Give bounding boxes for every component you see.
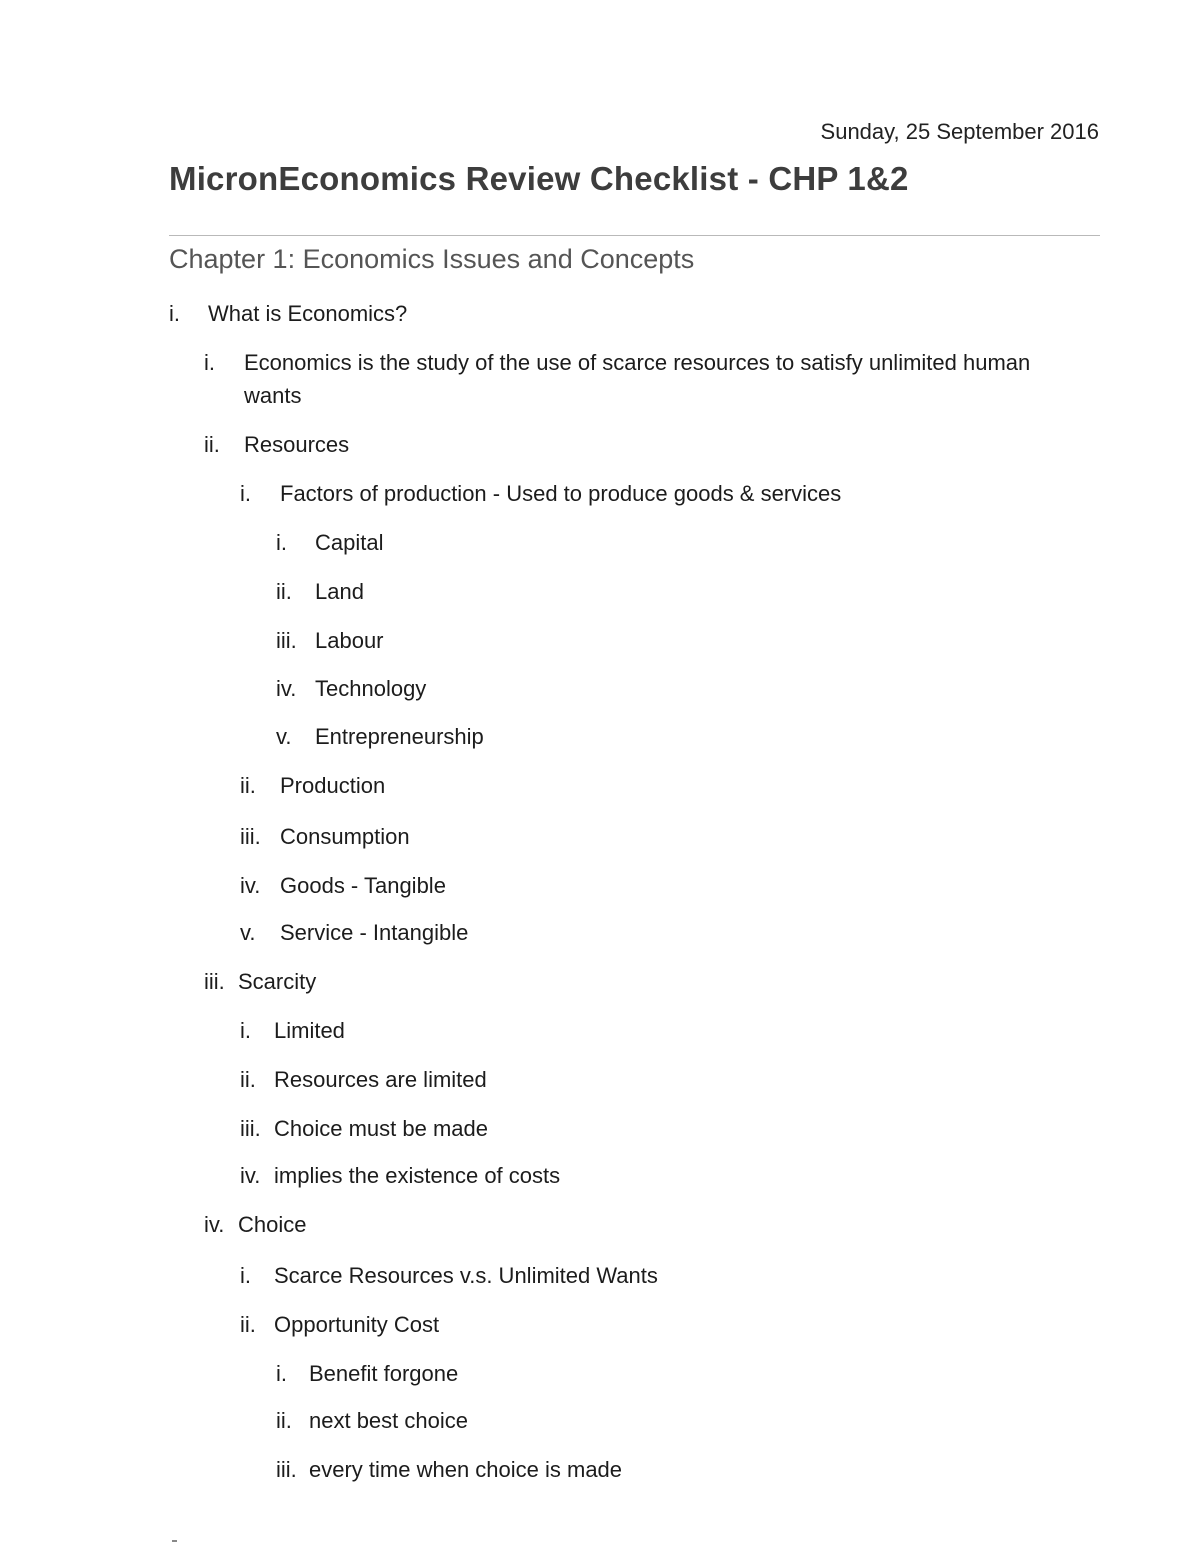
outline-marker: iii. [240,1116,261,1141]
outline-text: Service - Intangible [280,920,469,945]
outline-marker: i. [169,301,180,326]
outline-marker: iii. [240,824,261,849]
outline-text: Goods - Tangible [280,873,446,898]
outline-text: Labour [315,628,384,653]
outline-text: Economics is the study of the use of scarce resources to satisfy unlimited human [244,350,1031,375]
outline-marker: ii. [276,579,292,604]
outline-text: Scarcity [238,969,317,994]
outline-marker: ii. [204,432,220,457]
outline-text: What is Economics? [208,301,408,326]
outline-marker: iv. [276,676,297,701]
outline-text: Land [315,579,364,604]
outline-marker: iii. [276,1457,297,1482]
outline-marker: iii. [276,628,297,653]
document-date: Sunday, 25 September 2016 [820,119,1099,144]
outline-text: next best choice [309,1408,468,1433]
outline-marker: i. [276,1361,287,1386]
outline-text: Benefit forgone [309,1361,459,1386]
outline-marker: iv. [204,1212,225,1237]
outline-text: Limited [274,1018,345,1043]
outline-marker: iv. [240,1163,261,1188]
outline-text: Scarce Resources v.s. Unlimited Wants [274,1263,658,1288]
outline-marker: i. [276,530,287,555]
outline-text: every time when choice is made [309,1457,623,1482]
outline-text: Consumption [280,824,410,849]
outline-marker: v. [276,724,292,749]
outline-text-continued: wants [244,383,302,408]
outline-text: Choice [238,1212,307,1237]
outline-marker: i. [204,350,215,375]
outline-marker: ii. [240,1067,256,1092]
outline-marker: i. [240,1018,251,1043]
outline-text: Technology [315,676,427,701]
outline-marker: i. [240,481,251,506]
title-divider [169,235,1100,236]
outline-marker: iv. [240,873,261,898]
outline-text: Entrepreneurship [315,724,484,749]
document-title: MicronEconomics Review Checklist - CHP 1&2 [169,160,909,197]
outline-text: implies the existence of costs [274,1163,561,1188]
outline-marker: ii. [276,1408,292,1433]
outline-text: Capital [315,530,384,555]
outline-marker: ii. [240,773,256,798]
outline-marker: v. [240,920,256,945]
outline-marker: i. [240,1263,251,1288]
outline-text: Resources [244,432,350,457]
outline-text: Resources are limited [274,1067,487,1092]
outline-marker: iii. [204,969,225,994]
outline-text: Production [280,773,386,798]
chapter-heading: Chapter 1: Economics Issues and Concepts [169,244,695,274]
outline-text: Opportunity Cost [274,1312,440,1337]
page-footer-mark [172,1540,177,1542]
outline-marker: ii. [240,1312,256,1337]
outline-text: Choice must be made [274,1116,488,1141]
outline-text: Factors of production - Used to produce goods & services [280,481,842,506]
